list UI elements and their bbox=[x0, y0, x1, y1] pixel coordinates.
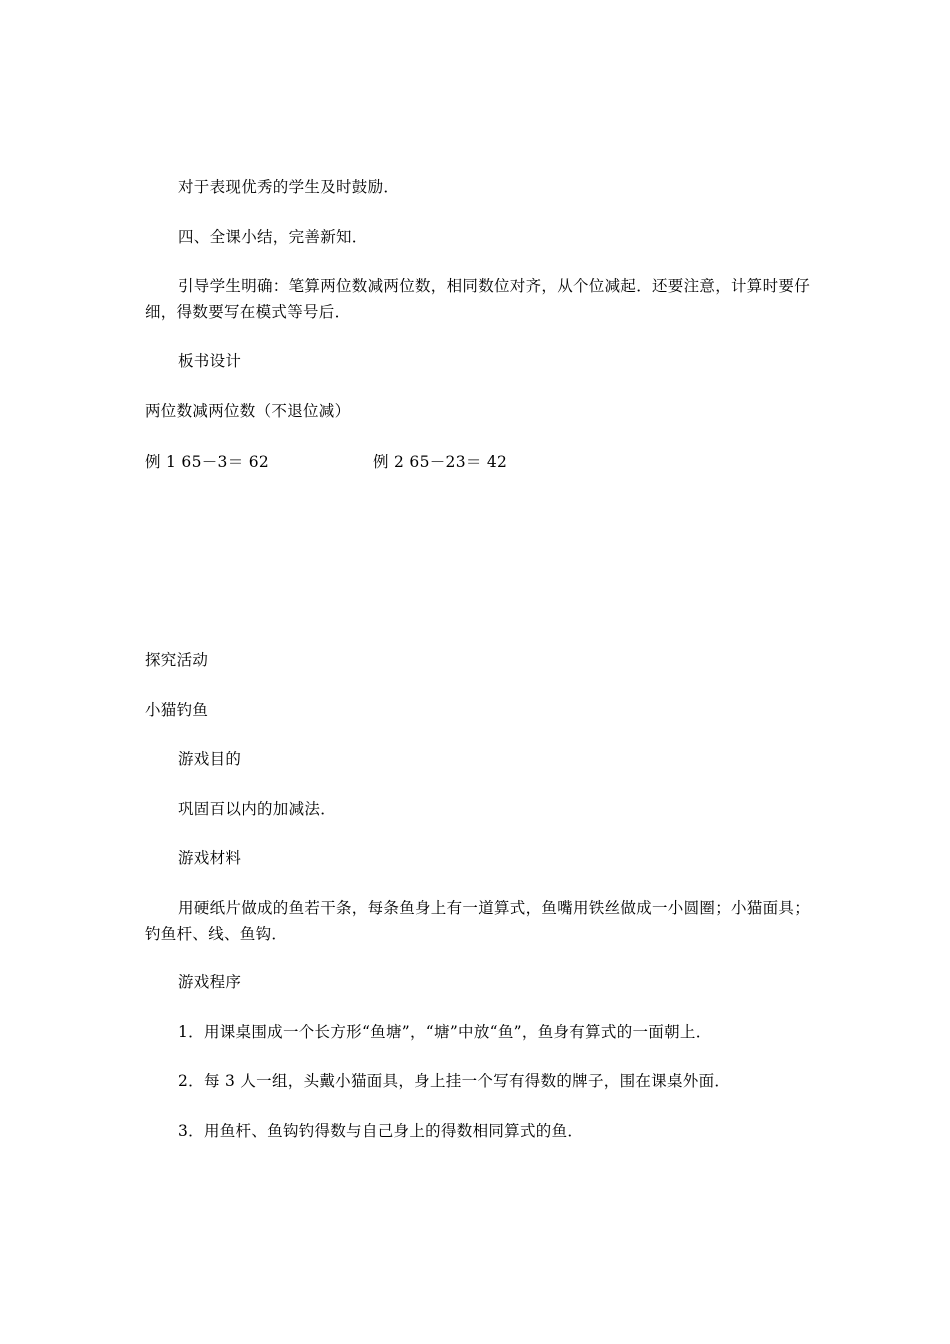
paragraph-encourage: 对于表现优秀的学生及时鼓励． bbox=[178, 178, 400, 196]
heading-game-goal: 游戏目的 bbox=[178, 750, 242, 768]
procedure-step-1: 1．用课桌围成一个长方形“鱼塘”，“塘”中放“鱼”，鱼身有算式的一面朝上． bbox=[178, 1023, 712, 1041]
example-1: 例 1 65－3＝ 62 bbox=[145, 453, 270, 471]
paragraph-guidance: 引导学生明确：笔算两位数减两位数，相同数位对齐，从个位减起．还要注意，计算时要仔细，得数要写在模式等号后． bbox=[145, 277, 811, 321]
paragraph-game-materials: 用硬纸片做成的鱼若干条，每条鱼身上有一道算式，鱼嘴用铁丝做成一小圆圈；小猫面具；钓鱼杆、线、鱼钩． bbox=[145, 899, 811, 943]
paragraph-game-goal: 巩固百以内的加减法． bbox=[178, 800, 337, 818]
procedure-step-2: 2．每 3 人一组，头戴小猫面具，身上挂一个写有得数的牌子，围在课桌外面． bbox=[178, 1072, 731, 1090]
activity-title: 小猫钓鱼 bbox=[145, 701, 209, 719]
example-2: 例 2 65－23＝ 42 bbox=[373, 453, 508, 471]
section-heading-summary: 四、全课小结，完善新知． bbox=[178, 228, 368, 246]
heading-game-materials: 游戏材料 bbox=[178, 849, 242, 867]
procedure-step-3: 3．用鱼杆、鱼钩钓得数与自己身上的得数相同算式的鱼． bbox=[178, 1122, 584, 1140]
blackboard-title: 两位数减两位数（不退位减） bbox=[145, 402, 351, 420]
heading-exploration-activity: 探究活动 bbox=[145, 651, 209, 669]
heading-blackboard-design: 板书设计 bbox=[178, 352, 242, 370]
heading-game-procedure: 游戏程序 bbox=[178, 973, 242, 991]
